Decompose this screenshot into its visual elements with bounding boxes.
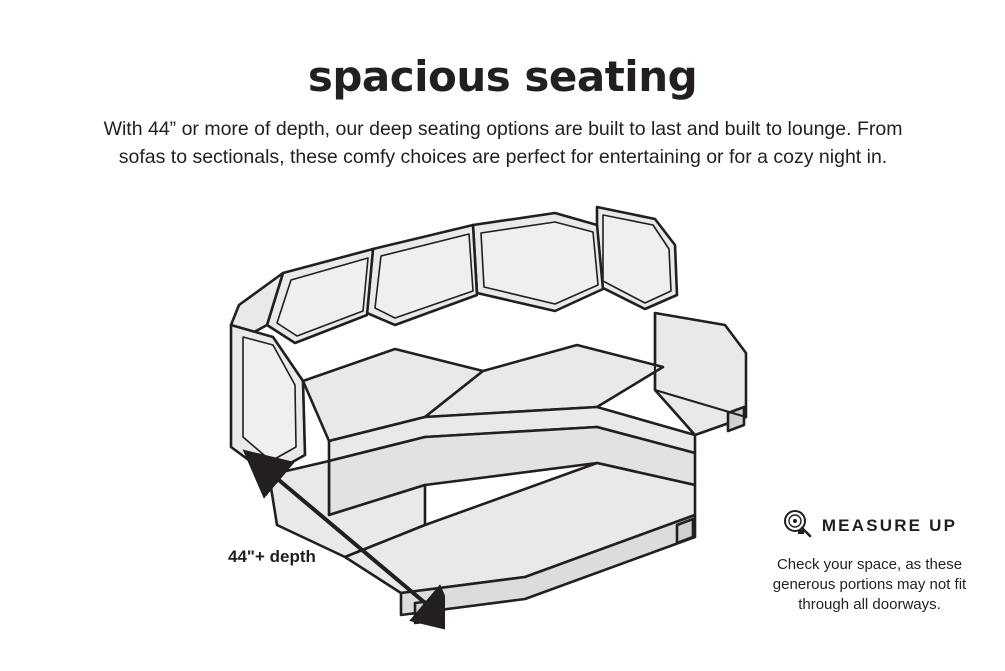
depth-dimension-label: 44"+ depth (228, 547, 316, 566)
measure-up-title: MEASURE UP (821, 515, 958, 535)
measure-up-note: Check your space, as these generous portions may not fit through all doorways. (772, 556, 967, 613)
depth-dimension-arrow (225, 440, 445, 640)
page-subtitle: With 44” or more of depth, our deep seating options are built to last and built to lounge. From sofas to sectionals, these comfy choices are perfect for entertaining or for a cozy night in. (103, 118, 903, 168)
magnifier-tape-measure-icon (782, 508, 812, 543)
page-title: spacious seating (307, 52, 698, 101)
measure-up-callout (752, 508, 987, 615)
